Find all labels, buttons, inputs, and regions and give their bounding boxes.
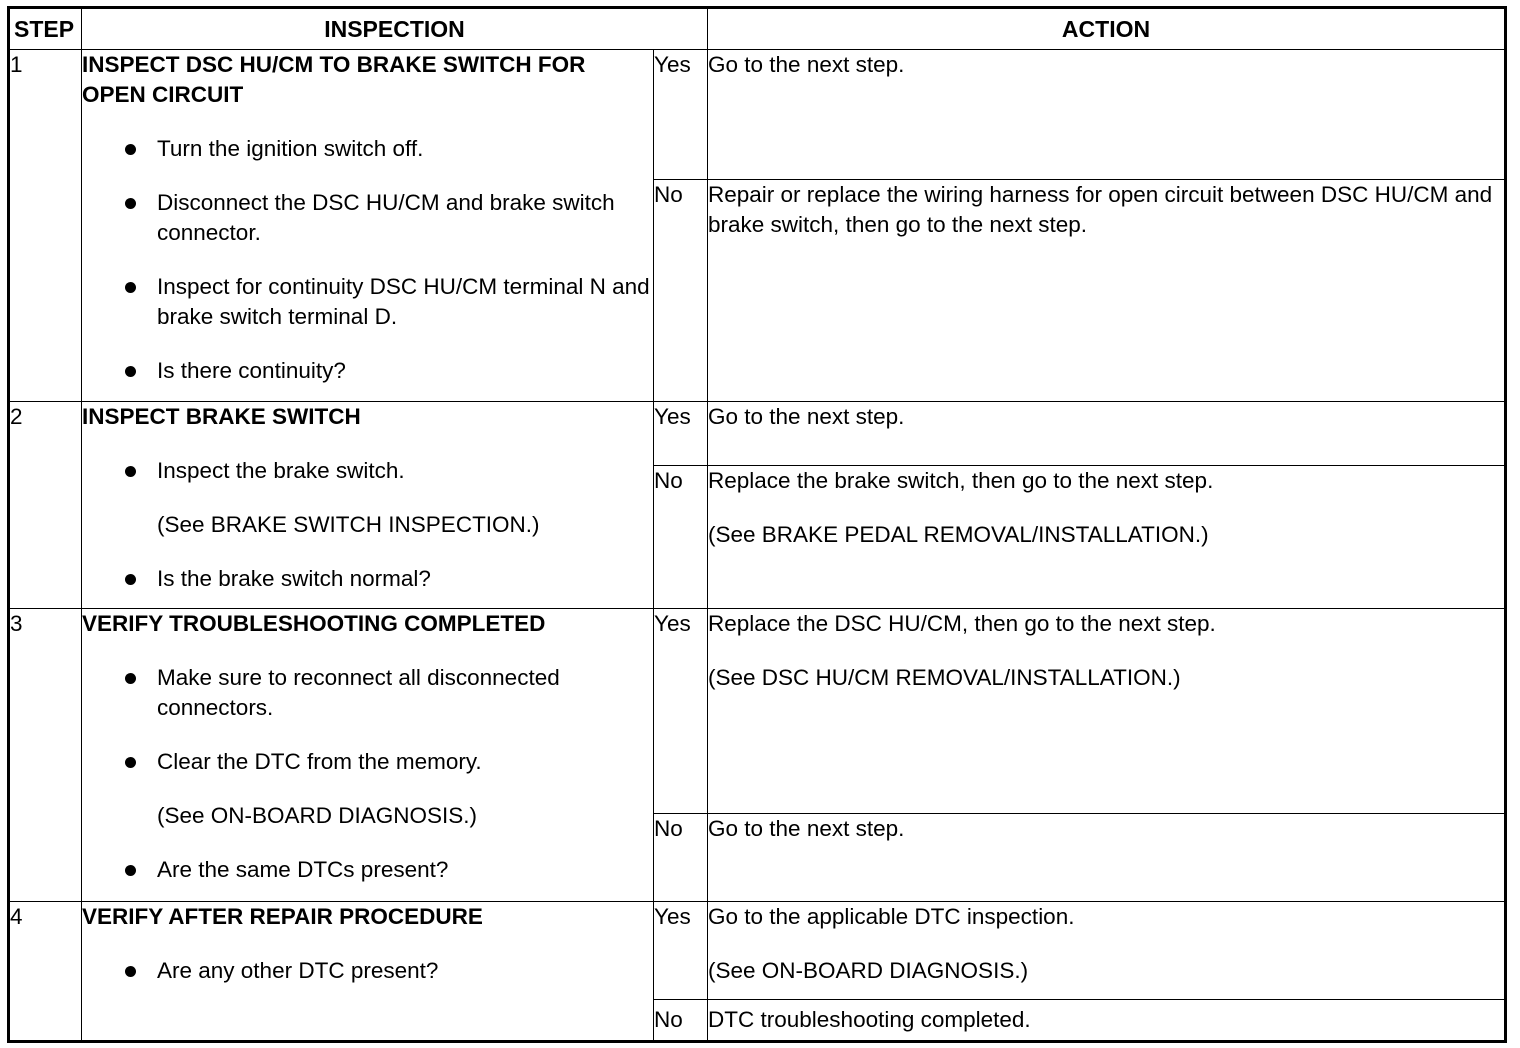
yes-action: Replace the DSC HU/CM, then go to the next step. (See DSC HU/CM REMOVAL/INSTALLATION.) xyxy=(708,609,1506,814)
yes-label: Yes xyxy=(654,50,708,180)
bullet-dot-icon xyxy=(125,574,136,585)
bullet-dot-icon xyxy=(125,757,136,768)
yes-label: Yes xyxy=(654,609,708,814)
step-title: VERIFY TROUBLESHOOTING COMPLETED xyxy=(82,611,546,636)
inspection-cell xyxy=(82,402,654,609)
no-label: No xyxy=(654,1000,708,1042)
bullet-list xyxy=(82,134,653,386)
bullet-list xyxy=(82,956,653,986)
bullet-dot-icon xyxy=(125,144,136,155)
bullet-dot-icon xyxy=(125,366,136,377)
header-inspection: INSPECTION xyxy=(82,8,708,50)
header-action: ACTION xyxy=(708,8,1506,50)
bullet-list xyxy=(82,456,653,594)
bullet-dot-icon xyxy=(125,198,136,209)
step-2-yes-row xyxy=(9,402,1506,466)
bullet-item: Inspect the brake switch. (See BRAKE SWITCH INSPECTION.) xyxy=(82,456,653,540)
inspection-cell xyxy=(82,902,654,1042)
no-label: No xyxy=(654,814,708,902)
yes-label: Yes xyxy=(654,402,708,466)
step-title: INSPECT BRAKE SWITCH xyxy=(82,404,361,429)
step-number: 2 xyxy=(9,402,82,609)
bullet-item: Disconnect the DSC HU/CM and brake switch connector. xyxy=(82,188,653,248)
inspection-cell xyxy=(82,609,654,902)
no-action: Replace the brake switch, then go to the next step. (See BRAKE PEDAL REMOVAL/INSTALLATION.) xyxy=(708,466,1506,609)
bullet-note: (See BRAKE SWITCH INSPECTION.) xyxy=(157,512,540,537)
yes-action: Go to the next step. xyxy=(708,402,1506,466)
step-3-yes-row xyxy=(9,609,1506,814)
step-title: INSPECT DSC HU/CM TO BRAKE SWITCH FOR OPEN CIRCUIT xyxy=(82,52,586,107)
bullet-dot-icon xyxy=(125,865,136,876)
inspection-cell xyxy=(82,50,654,402)
step-4-yes-row xyxy=(9,902,1506,1000)
no-action: DTC troubleshooting completed. xyxy=(708,1000,1506,1042)
bullet-item: Make sure to reconnect all disconnected connectors. xyxy=(82,663,653,723)
bullet-dot-icon xyxy=(125,966,136,977)
no-action: Repair or replace the wiring harness for open circuit between DSC HU/CM and brake switch, then go to the next step. xyxy=(708,180,1506,402)
step-title: VERIFY AFTER REPAIR PROCEDURE xyxy=(82,904,483,929)
bullet-dot-icon xyxy=(125,282,136,293)
step-number: 3 xyxy=(9,609,82,902)
troubleshooting-table xyxy=(7,6,1507,1043)
bullet-item: Clear the DTC from the memory. (See ON-BOARD DIAGNOSIS.) xyxy=(82,747,653,831)
yes-action: Go to the applicable DTC inspection. (See ON-BOARD DIAGNOSIS.) xyxy=(708,902,1506,1000)
header-row xyxy=(9,8,1506,50)
header-step: STEP xyxy=(9,8,82,50)
bullet-dot-icon xyxy=(125,673,136,684)
bullet-item: Inspect for continuity DSC HU/CM terminal N and brake switch terminal D. xyxy=(82,272,653,332)
bullet-dot-icon xyxy=(125,466,136,477)
yes-label: Yes xyxy=(654,902,708,1000)
step-number: 1 xyxy=(9,50,82,402)
no-action: Go to the next step. xyxy=(708,814,1506,902)
no-label: No xyxy=(654,466,708,609)
step-number: 4 xyxy=(9,902,82,1042)
bullet-list xyxy=(82,663,653,885)
bullet-item: Is the brake switch normal? xyxy=(82,564,653,594)
bullet-item: Are the same DTCs present? xyxy=(82,855,653,885)
bullet-note: (See ON-BOARD DIAGNOSIS.) xyxy=(157,803,478,828)
bullet-item: Turn the ignition switch off. xyxy=(82,134,653,164)
step-1-yes-row xyxy=(9,50,1506,180)
no-label: No xyxy=(654,180,708,402)
bullet-item: Are any other DTC present? xyxy=(82,956,653,986)
yes-action: Go to the next step. xyxy=(708,50,1506,180)
bullet-item: Is there continuity? xyxy=(82,356,653,386)
